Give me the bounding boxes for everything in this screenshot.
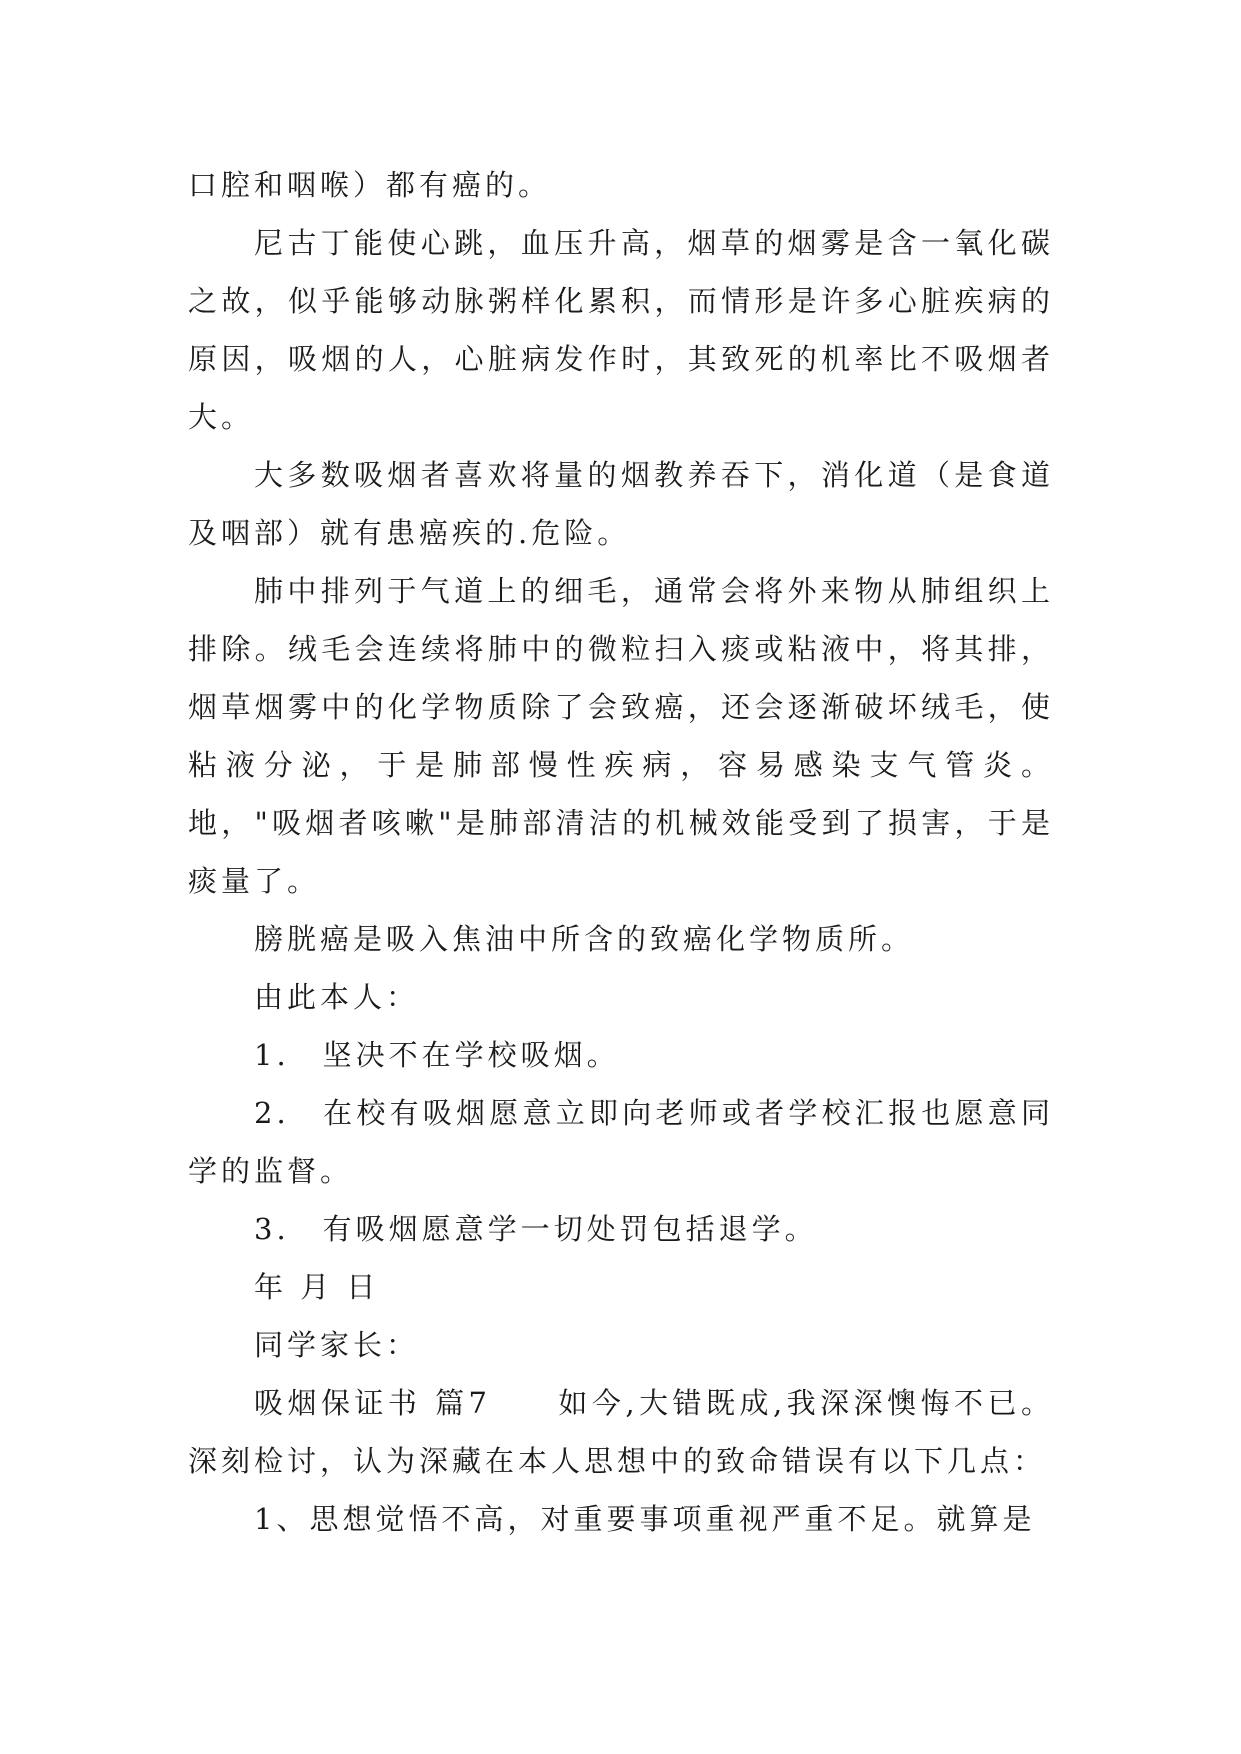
paragraph: 由此本人： bbox=[254, 980, 420, 1014]
document-body bbox=[188, 156, 1054, 1548]
paragraph: 肺中排列于气道上的细毛，通常会将外来物从肺组织上排除。绒毛会连续将肺中的微粒扫入痰或粘液中，将其排，烟草烟雾中的化学物质除了会致癌，还会逐渐破坏绒毛，使粘液分泌，于是肺部慢性疾病，容易感染支气管炎。地，"吸烟者咳嗽"是肺部清洁的机械效能受到了损害，于是痰量了。 bbox=[188, 574, 1054, 898]
date-line: 年 月 日 bbox=[254, 1270, 380, 1304]
list-item: 1、思想觉悟不高，对重要事项重视严重不足。就算是 bbox=[254, 1502, 1036, 1536]
list-item: 1. 坚决不在学校吸烟。 bbox=[254, 1038, 620, 1072]
paragraph: 吸烟保证书 篇7 如今,大错既成,我深深懊悔不已。深刻检讨，认为深藏在本人思想中的致命错误有以下几点： bbox=[188, 1386, 1054, 1478]
paragraph: 膀胱癌是吸入焦油中所含的致癌化学物质所。 bbox=[254, 922, 915, 956]
paragraph: 尼古丁能使心跳，血压升高，烟草的烟雾是含一氧化碳之故，似乎能够动脉粥样化累积，而情形是许多心脏疾病的原因，吸烟的人，心脏病发作时，其致死的机率比不吸烟者大。 bbox=[188, 226, 1054, 434]
signature-line: 同学家长： bbox=[254, 1328, 420, 1362]
paragraph: 口腔和咽喉）都有癌的。 bbox=[188, 168, 552, 202]
paragraph: 大多数吸烟者喜欢将量的烟教养吞下，消化道（是食道及咽部）就有患癌疾的.危险。 bbox=[188, 458, 1054, 550]
list-item: 2. 在校有吸烟愿意立即向老师或者学校汇报也愿意同学的监督。 bbox=[188, 1096, 1054, 1188]
list-item: 3. 有吸烟愿意学一切处罚包括退学。 bbox=[254, 1212, 818, 1246]
